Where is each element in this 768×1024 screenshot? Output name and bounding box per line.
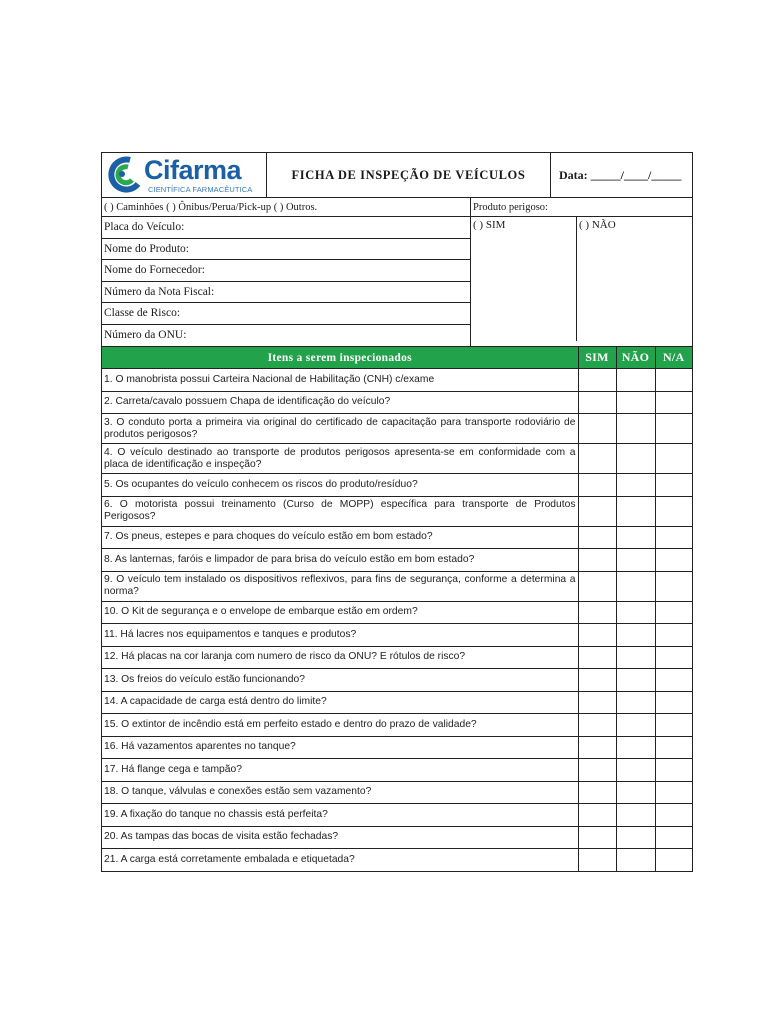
risk-class-field[interactable]: Classe de Risco: [102,303,470,325]
date-field[interactable]: Data: _____/____/_____ [559,167,682,182]
answer-nao-cell[interactable] [616,714,655,737]
supplier-name-field[interactable]: Nome do Fornecedor: [102,260,470,282]
answer-sim-cell[interactable] [578,571,616,601]
answer-na-cell[interactable] [655,736,692,759]
inspection-item-text: 12. Há placas na cor laranja com numero de risco da ONU? E rótulos de risco? [102,646,578,669]
table-row [102,669,692,692]
answer-sim-cell[interactable] [578,601,616,624]
answer-sim-cell[interactable] [578,849,616,871]
answer-na-cell[interactable] [655,391,692,414]
inspection-item-text: 16. Há vazamentos aparentes no tanque? [102,736,578,759]
answer-sim-cell[interactable] [578,391,616,414]
inspection-item-text: 14. A capacidade de carga está dentro do limite? [102,691,578,714]
answer-sim-cell[interactable] [578,804,616,827]
answer-na-cell[interactable] [655,496,692,526]
table-row [102,526,692,549]
answer-sim-cell[interactable] [578,414,616,444]
inspection-item-text: 9. O veículo tem instalado os dispositivos reflexivos, para fins de segurança, conforme a determina a norma? [102,571,578,601]
inspection-item-text: 1. O manobrista possui Carteira Nacional de Habilitação (CNH) c/exame [102,369,578,392]
answer-na-cell[interactable] [655,714,692,737]
cifarma-logo-icon [104,154,146,196]
dangerous-product-label: Produto perigoso: [471,198,692,217]
table-row [102,624,692,647]
answer-sim-cell[interactable] [578,714,616,737]
form-title: FICHA DE INSPEÇÃO DE VEÍCULOS [267,153,551,197]
inspection-items-table [102,347,692,871]
inspection-item-text: 4. O veículo destinado ao transporte de produtos perigosos apresenta-se em conformidade com a placa de identificação e inspeção? [102,444,578,474]
table-row [102,474,692,497]
answer-sim-cell[interactable] [578,646,616,669]
table-row [102,849,692,871]
answer-sim-cell[interactable] [578,826,616,849]
inspection-item-text: 15. O extintor de incêndio está em perfeito estado e dentro do prazo de validade? [102,714,578,737]
dangerous-product-yes-checkbox[interactable]: ( ) SIM [471,217,577,341]
answer-nao-cell[interactable] [616,646,655,669]
items-column-header: Itens a serem inspecionados [102,347,578,369]
table-row [102,691,692,714]
answer-nao-cell[interactable] [616,826,655,849]
inspection-item-text: 5. Os ocupantes do veículo conhecem os riscos do produto/resíduo? [102,474,578,497]
table-row [102,804,692,827]
inspection-item-text: 7. Os pneus, estepes e para choques do veículo estão em bom estado? [102,526,578,549]
product-name-field[interactable]: Nome do Produto: [102,239,470,261]
inspection-item-text: 19. A fixação do tanque no chassis está perfeita? [102,804,578,827]
answer-nao-cell[interactable] [616,601,655,624]
answer-na-cell[interactable] [655,601,692,624]
answer-na-cell[interactable] [655,369,692,392]
answer-sim-cell[interactable] [578,496,616,526]
nao-column-header: NÃO [616,347,655,369]
answer-sim-cell[interactable] [578,691,616,714]
vehicle-type-options[interactable]: ( ) Caminhões ( ) Ônibus/Perua/Pick-up ( ) Outros. [102,198,470,217]
inspection-item-text: 10. O Kit de segurança e o envelope de embarque estão em ordem? [102,601,578,624]
answer-na-cell[interactable] [655,624,692,647]
answer-nao-cell[interactable] [616,496,655,526]
answer-na-cell[interactable] [655,804,692,827]
inspection-item-text: 18. O tanque, válvulas e conexões estão sem vazamento? [102,781,578,804]
answer-na-cell[interactable] [655,526,692,549]
answer-na-cell[interactable] [655,849,692,871]
answer-nao-cell[interactable] [616,414,655,444]
form-header [102,153,692,198]
answer-nao-cell[interactable] [616,549,655,572]
answer-nao-cell[interactable] [616,736,655,759]
answer-na-cell[interactable] [655,414,692,444]
answer-na-cell[interactable] [655,571,692,601]
inspection-item-text: 21. A carga está corretamente embalada e etiquetada? [102,849,578,871]
answer-nao-cell[interactable] [616,444,655,474]
cifarma-logo [102,153,267,197]
answer-nao-cell[interactable] [616,571,655,601]
answer-nao-cell[interactable] [616,526,655,549]
answer-na-cell[interactable] [655,646,692,669]
answer-nao-cell[interactable] [616,624,655,647]
answer-sim-cell[interactable] [578,444,616,474]
dangerous-product-section [471,198,692,346]
answer-sim-cell[interactable] [578,781,616,804]
answer-sim-cell[interactable] [578,369,616,392]
answer-na-cell[interactable] [655,826,692,849]
answer-nao-cell[interactable] [616,759,655,782]
table-row [102,826,692,849]
answer-nao-cell[interactable] [616,369,655,392]
na-column-header: N/A [655,347,692,369]
table-row [102,571,692,601]
answer-sim-cell[interactable] [578,759,616,782]
table-row [102,646,692,669]
inspection-item-text: 8. As lanternas, faróis e limpador de para brisa do veículo estão em bom estado? [102,549,578,572]
table-row [102,736,692,759]
answer-nao-cell[interactable] [616,781,655,804]
answer-na-cell[interactable] [655,474,692,497]
onu-number-field[interactable]: Número da ONU: [104,329,187,342]
table-row [102,414,692,444]
table-header-row [102,347,692,369]
table-row [102,369,692,392]
answer-nao-cell[interactable] [616,391,655,414]
answer-nao-cell[interactable] [616,804,655,827]
dangerous-product-no-checkbox[interactable]: ( ) NÃO [579,219,616,231]
answer-sim-cell[interactable] [578,624,616,647]
table-row [102,714,692,737]
answer-na-cell[interactable] [655,691,692,714]
inspection-item-text: 11. Há lacres nos equipamentos e tanques e produtos? [102,624,578,647]
table-row [102,496,692,526]
sim-column-header: SIM [578,347,616,369]
dangerous-product-options [471,217,692,341]
table-row [102,444,692,474]
plate-field[interactable]: Placa do Veículo: [102,217,470,239]
answer-na-cell[interactable] [655,759,692,782]
answer-nao-cell[interactable] [616,691,655,714]
inspection-item-text: 17. Há flange cega e tampão? [102,759,578,782]
answer-sim-cell[interactable] [578,474,616,497]
table-row [102,601,692,624]
table-row [102,759,692,782]
answer-sim-cell[interactable] [578,736,616,759]
answer-na-cell[interactable] [655,549,692,572]
vehicle-info-section [102,198,692,347]
answer-nao-cell[interactable] [616,474,655,497]
vehicle-info-fields [102,198,471,346]
answer-na-cell[interactable] [655,669,692,692]
logo-wordmark: Cifarma [144,155,242,185]
table-row [102,549,692,572]
table-row [102,391,692,414]
answer-nao-cell[interactable] [616,669,655,692]
inspection-item-text: 20. As tampas das bocas de visita estão fechadas? [102,826,578,849]
inspection-item-text: 3. O conduto porta a primeira via original do certificado de capacitação para transporte rodoviário de produtos perigosos? [102,414,578,444]
answer-sim-cell[interactable] [578,526,616,549]
inspection-form [101,152,693,872]
table-row [102,781,692,804]
inspection-item-text: 2. Carreta/cavalo possuem Chapa de identificação do veículo? [102,391,578,414]
answer-na-cell[interactable] [655,444,692,474]
inspection-item-text: 13. Os freios do veículo estão funcionando? [102,669,578,692]
answer-sim-cell[interactable] [578,549,616,572]
answer-sim-cell[interactable] [578,669,616,692]
invoice-number-field[interactable]: Número da Nota Fiscal: [102,282,470,304]
logo-subtitle: CIENTÍFICA FARMACÊUTICA [148,185,253,194]
inspection-item-text: 6. O motorista possui treinamento (Curso de MOPP) específica para transporte de Produtos Perigosos? [102,496,578,526]
answer-nao-cell[interactable] [616,849,655,871]
answer-na-cell[interactable] [655,781,692,804]
